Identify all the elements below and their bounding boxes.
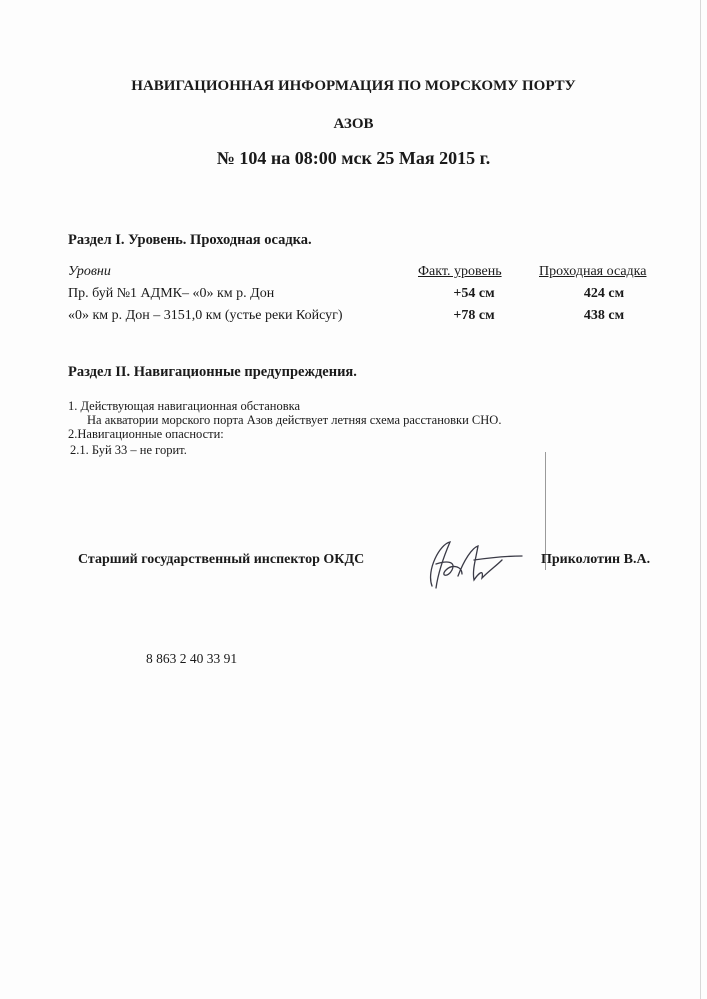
warning-item-1: 1. Действующая навигационная обстановка bbox=[68, 399, 301, 413]
inspector-position: Старший государственный инспектор ОКДС bbox=[78, 552, 365, 567]
table-row-fact: +54 см bbox=[453, 286, 495, 301]
port-name: АЗОВ bbox=[333, 116, 374, 132]
table-row-draft: 438 см bbox=[583, 308, 625, 323]
document-number-date: № 104 на 08:00 мск 25 Мая 2015 г. bbox=[216, 148, 491, 168]
warning-item-1-text: На акватории морского порта Азов действует летняя схема расстановки СНО. bbox=[87, 413, 502, 427]
document-title: НАВИГАЦИОННАЯ ИНФОРМАЦИЯ ПО МОРСКОМУ ПОРТУ bbox=[131, 78, 576, 94]
table-row-draft: 424 см bbox=[583, 286, 625, 301]
column-header-fact-level: Факт. уровень bbox=[418, 264, 502, 279]
inspector-name: Приколотин В.А. bbox=[541, 552, 651, 567]
column-header-levels: Уровни bbox=[68, 264, 111, 279]
table-row-label: Пр. буй №1 АДМК– «0» км р. Дон bbox=[68, 286, 275, 301]
table-row-label: «0» км р. Дон – 3151,0 км (устье реки Койсуг) bbox=[68, 308, 343, 323]
section-1-heading: Раздел I. Уровень. Проходная осадка. bbox=[68, 232, 312, 248]
warning-item-2-1: 2.1. Буй 33 – не горит. bbox=[70, 443, 187, 457]
handwritten-signature bbox=[418, 530, 530, 592]
column-header-draft: Проходная осадка bbox=[539, 264, 647, 279]
warning-item-2: 2.Навигационные опасности: bbox=[68, 427, 224, 441]
phone-number: 8 863 2 40 33 91 bbox=[146, 651, 238, 666]
section-2-heading: Раздел II. Навигационные предупреждения. bbox=[68, 364, 357, 380]
table-row-fact: +78 см bbox=[453, 308, 495, 323]
